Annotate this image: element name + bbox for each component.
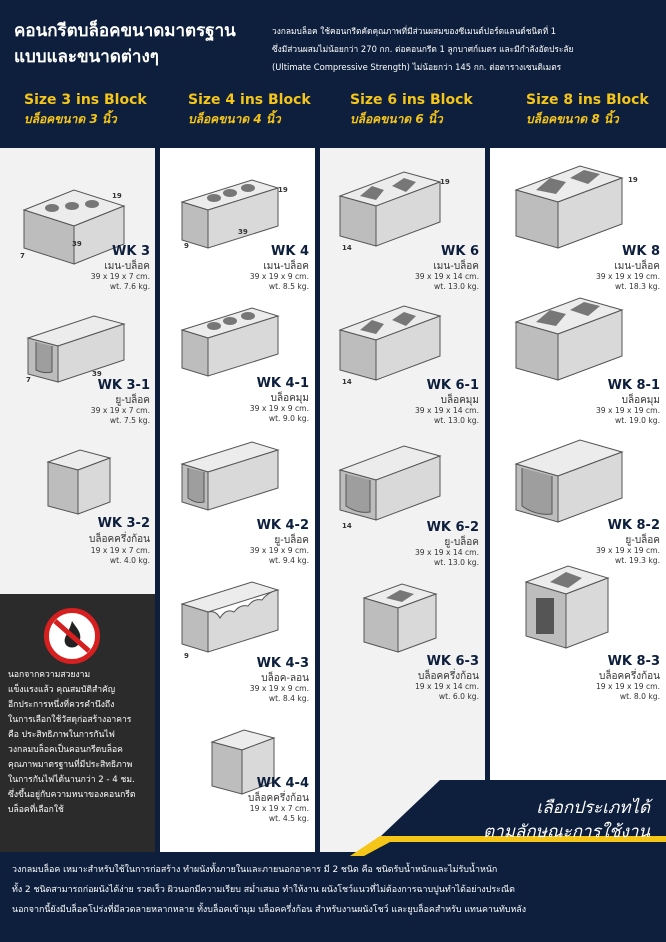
block-name: บล็อคครึ่งก้อน — [247, 793, 309, 804]
block-name: บล็อคมุม — [621, 395, 660, 406]
footer-line-1: วงกลมบล็อค เหมาะสำหรับใช้ในการก่อสร้าง ทำผนังทั้งภายในและภายนอกอาคาร มี 2 ชนิด คือ ชนิดรับน้ำหนักและไม่รับน้ำหนัก — [12, 865, 498, 875]
block-code: WK 4 — [271, 244, 309, 259]
block-wk4-2-image — [168, 438, 288, 514]
block-name: เมน-บล็อค — [263, 261, 309, 272]
block-code: WK 4-4 — [256, 776, 309, 791]
block-size: 39 x 19 x 19 cm. — [595, 546, 660, 555]
dim-width: 7 — [26, 376, 31, 384]
block-size: 39 x 19 x 14 cm. — [414, 406, 479, 415]
block-wk4-1-image — [168, 304, 288, 380]
title-line-2: แบบและขนาดต่างๆ — [14, 47, 159, 67]
title-line-1: คอนกรีตบล็อคขนาดมาตรฐาน — [14, 21, 236, 41]
block-size: 39 x 19 x 19 cm. — [595, 406, 660, 415]
fire-text — [8, 668, 153, 818]
dim-length: 39 — [72, 240, 82, 248]
footer-line-3: นอกจากนี้ยังมีบล็อคโปร่งที่มีลวดลายหลากหลาย ทั้งบล็อคเข้ามุม บล็อคครึ่งก้อน สำหรับงานผนังโชว์ และยูบล็อคสำหรับ แทนคานทับหลัง — [12, 905, 527, 915]
block-name: บล็อคครึ่งก้อน — [88, 534, 150, 545]
block-size: 39 x 19 x 9 cm. — [249, 272, 309, 281]
fire-line: คือ ประสิทธิภาพในการกันไฟ — [8, 730, 115, 740]
block-code: WK 3 — [112, 244, 150, 259]
block-size: 19 x 19 x 14 cm. — [414, 682, 479, 691]
intro-line-1: วงกลมบล็อค ใช้คอนกรีตคัดคุณภาพที่มีส่วนผสมของซีเมนต์ปอร์ตแลนด์ชนิดที่ 1 — [272, 26, 557, 36]
dim-length: 39 — [92, 370, 102, 378]
block-weight: wt. 9.4 kg. — [268, 556, 309, 565]
block-code: WK 4-1 — [256, 376, 309, 391]
column-size-label: Size 3 ins Block — [24, 92, 147, 108]
block-size: 39 x 19 x 7 cm. — [90, 406, 150, 415]
dim-width: 14 — [342, 244, 352, 252]
column-thai-label: บล็อคขนาด 3 นิ้ว — [24, 112, 117, 126]
block-size: 39 x 19 x 19 cm. — [595, 272, 660, 281]
column-thai-label: บล็อคขนาด 8 นิ้ว — [526, 112, 619, 126]
block-name: บล็อค-ลอน — [261, 673, 309, 684]
block-name: บล็อคมุม — [270, 393, 309, 404]
block-wk8-3-image — [518, 558, 618, 654]
block-size: 19 x 19 x 7 cm. — [90, 546, 150, 555]
block-weight: wt. 4.5 kg. — [268, 814, 309, 823]
block-name: เมน-บล็อค — [433, 261, 479, 272]
column-size-label: Size 4 ins Block — [188, 92, 311, 108]
block-size: 39 x 19 x 9 cm. — [249, 546, 309, 555]
fire-line: วงกลมบล็อคเป็นคอนกรีตบล็อค — [8, 745, 123, 755]
column-header-4in — [188, 90, 311, 148]
block-wk8-2-image — [504, 430, 634, 526]
block-name: บล็อคครึ่งก้อน — [598, 671, 660, 682]
fire-resistance-panel — [0, 594, 155, 852]
block-code: WK 3-1 — [97, 378, 150, 393]
block-size: 39 x 19 x 9 cm. — [249, 404, 309, 413]
block-code: WK 8-1 — [607, 378, 660, 393]
no-fire-icon — [44, 608, 100, 664]
slogan-line-1: เลือกประเภทได้ — [536, 798, 650, 818]
block-wk6-1-image — [330, 294, 450, 384]
column-4in — [160, 148, 315, 852]
dim-width: 14 — [342, 378, 352, 386]
block-weight: wt. 8.4 kg. — [268, 694, 309, 703]
dim-height: 19 — [112, 192, 122, 200]
block-weight: wt. 18.3 kg. — [615, 282, 660, 291]
block-weight: wt. 4.0 kg. — [109, 556, 150, 565]
column-thai-label: บล็อคขนาด 4 นิ้ว — [188, 112, 281, 126]
block-weight: wt. 13.0 kg. — [434, 282, 479, 291]
block-size: 39 x 19 x 14 cm. — [414, 548, 479, 557]
dim-width: 14 — [342, 522, 352, 530]
block-code: WK 8-3 — [607, 654, 660, 669]
fire-line: อีกประการหนึ่งที่ควรคำนึงถึง — [8, 700, 115, 710]
fire-line: แข็งแรงแล้ว คุณสมบัติสำคัญ — [8, 685, 116, 695]
dim-width: 9 — [184, 242, 189, 250]
column-header-8in — [526, 90, 649, 148]
dim-width: 7 — [20, 252, 25, 260]
block-weight: wt. 6.0 kg. — [438, 692, 479, 701]
block-size: 39 x 19 x 14 cm. — [414, 272, 479, 281]
page-header — [0, 0, 666, 90]
block-name: ยู-บล็อค — [115, 395, 150, 406]
block-code: WK 6 — [441, 244, 479, 259]
block-wk3-1-image — [14, 308, 134, 388]
block-weight: wt. 13.0 kg. — [434, 558, 479, 567]
block-code: WK 6-1 — [426, 378, 479, 393]
column-thai-label: บล็อคขนาด 6 นิ้ว — [350, 112, 443, 126]
fire-line: นอกจากความสวยงาม — [8, 670, 91, 680]
block-size: 39 x 19 x 7 cm. — [90, 272, 150, 281]
block-name: เมน-บล็อค — [614, 261, 660, 272]
block-code: WK 8 — [622, 244, 660, 259]
block-code: WK 6-3 — [426, 654, 479, 669]
block-wk8-1-image — [504, 288, 634, 384]
block-code: WK 8-2 — [607, 518, 660, 533]
block-code: WK 6-2 — [426, 520, 479, 535]
slogan-line-2: ตามลักษณะการใช้งาน — [483, 822, 650, 842]
column-size-label: Size 6 ins Block — [350, 92, 473, 108]
block-weight: wt. 13.0 kg. — [434, 416, 479, 425]
block-code: WK 4-3 — [256, 656, 309, 671]
block-wk6-2-image — [330, 434, 450, 524]
block-name: ยู-บล็อค — [625, 535, 660, 546]
intro-line-3: (Ultimate Compressive Strength) ไม่น้อยกว่า 145 กก. ต่อตารางเซนติเมตร — [272, 62, 562, 72]
column-size-label: Size 8 ins Block — [526, 92, 649, 108]
column-6in — [320, 148, 485, 852]
block-wk3-2-image — [40, 444, 120, 522]
block-name: ยู-บล็อค — [274, 535, 309, 546]
dim-height: 19 — [440, 178, 450, 186]
slogan-text — [483, 796, 650, 844]
block-code: WK 3-2 — [97, 516, 150, 531]
block-name: เมน-บล็อค — [104, 261, 150, 272]
block-size: 19 x 19 x 19 cm. — [595, 682, 660, 691]
block-wk6-image — [330, 160, 450, 250]
dim-height: 19 — [278, 186, 288, 194]
block-weight: wt. 7.6 kg. — [109, 282, 150, 291]
column-header-6in — [350, 90, 473, 148]
page-title — [14, 18, 236, 70]
fire-line: บล็อคที่เลือกใช้ — [8, 805, 64, 815]
block-weight: wt. 9.0 kg. — [268, 414, 309, 423]
intro-line-2: ซึ่งมีส่วนผสมไม่น้อยกว่า 270 กก. ต่อคอนกรีต 1 ลูกบาศก์เมตร และมีกำลังอัดประลัย — [272, 44, 574, 54]
block-wk6-3-image — [356, 576, 446, 660]
dim-height: 19 — [628, 176, 638, 184]
fire-line: คุณภาพมาตรฐานที่มีประสิทธิภาพ — [8, 760, 133, 770]
footer-line-2: ทั้ง 2 ชนิดสามารถก่อผนังได้ง่าย รวดเร็ว ผิวนอกมีความเรียบ สม่ำเสมอ ทำให้งาน ผนังโชว์แนวที่ไม่ต้องการฉาบปูนทำได้อย่างประณีต — [12, 885, 515, 895]
column-header-3in — [24, 90, 147, 148]
fire-line: ซึ่งขึ้นอยู่กับความหนาของคอนกรีต — [8, 790, 136, 800]
block-weight: wt. 8.5 kg. — [268, 282, 309, 291]
dim-width: 9 — [184, 652, 189, 660]
block-weight: wt. 19.0 kg. — [615, 416, 660, 425]
block-name: บล็อคมุม — [440, 395, 479, 406]
fire-line: ในการเลือกใช้วัสดุก่อสร้างอาคาร — [8, 715, 132, 725]
intro-text — [272, 22, 656, 76]
block-weight: wt. 7.5 kg. — [109, 416, 150, 425]
block-name: บล็อคครึ่งก้อน — [417, 671, 479, 682]
block-code: WK 4-2 — [256, 518, 309, 533]
block-size: 19 x 19 x 7 cm. — [249, 804, 309, 813]
block-wk4-image — [168, 176, 288, 252]
fire-line: ในการกันไฟได้นานกว่า 2 - 4 ชม. — [8, 775, 135, 785]
block-name: ยู-บล็อค — [444, 537, 479, 548]
block-wk4-3-image — [168, 578, 288, 658]
block-size: 39 x 19 x 9 cm. — [249, 684, 309, 693]
column-8in — [490, 148, 666, 852]
block-weight: wt. 8.0 kg. — [619, 692, 660, 701]
footer-text — [12, 860, 656, 920]
block-weight: wt. 19.3 kg. — [615, 556, 660, 565]
dim-length: 39 — [238, 228, 248, 236]
block-wk8-image — [504, 156, 634, 252]
